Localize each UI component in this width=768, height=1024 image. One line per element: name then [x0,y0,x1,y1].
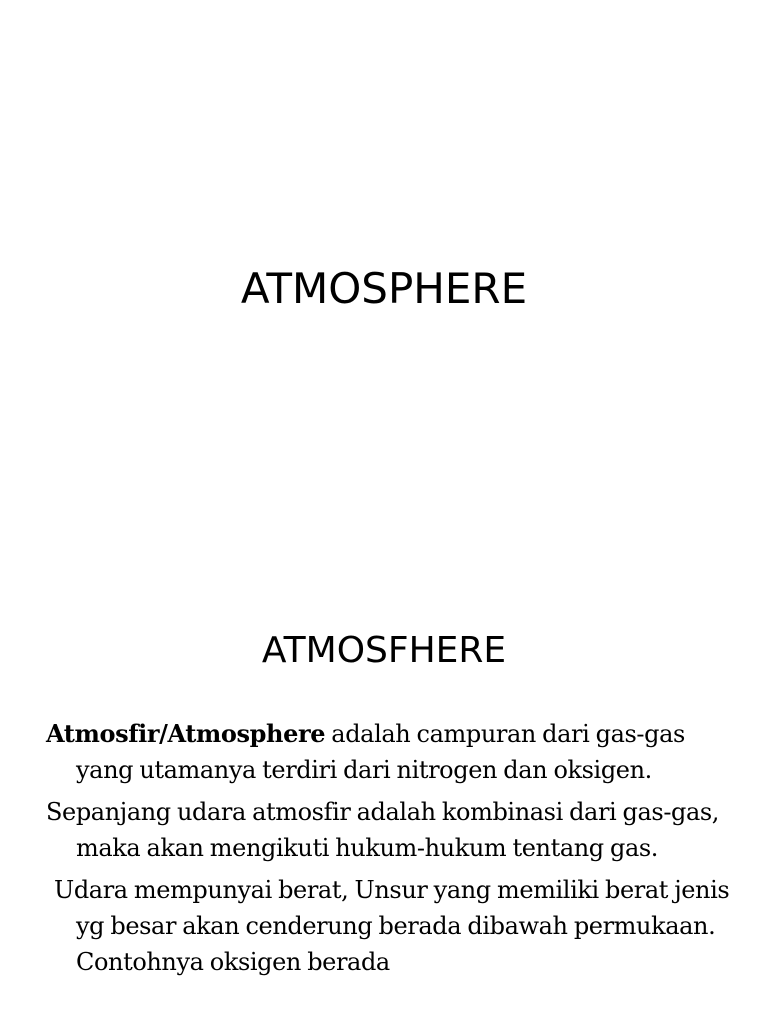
slide-2-title: ATMOSFHERE [261,630,507,671]
paragraph-gas-laws: Sepanjang udara atmosfir adalah kombinasi dari gas-gas, maka akan mengikuti hukum-hukum tentang gas. [46,798,720,862]
term-bold: Atmosfir/Atmosphere [46,719,326,748]
slide-2-body [46,716,736,986]
paragraph-definition [46,716,736,788]
definition-text: adalah campuran dari gas-gas yang utamanya terdiri dari nitrogen dan oksigen. [76,720,685,784]
slide-1-title: ATMOSPHERE [240,264,528,313]
paragraph-air-weight: Udara mempunyai berat, Unsur yang memiliki berat jenis yg besar akan cenderung berada dibawah permukaan. Contohnya oksigen berada [54,876,730,976]
